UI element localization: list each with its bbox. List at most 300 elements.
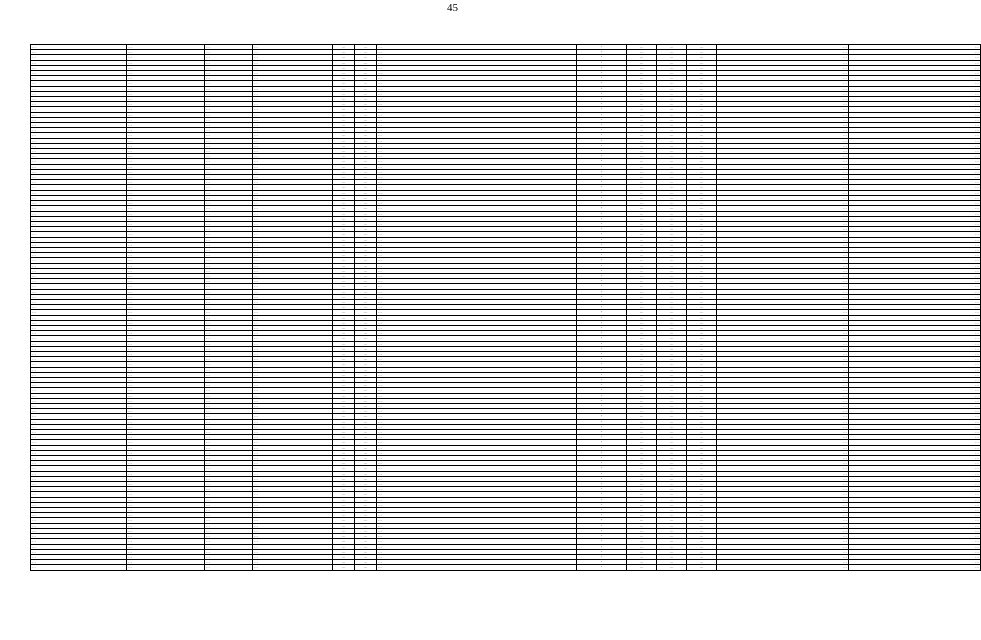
cell-city: … — [205, 388, 253, 393]
cell-settlement: … — [127, 450, 205, 455]
cell-year-start: … — [657, 60, 687, 65]
cell-cost: … — [717, 201, 849, 206]
cell-year-start: … — [657, 97, 687, 102]
cell-street: … — [253, 180, 333, 185]
cell-work: … — [377, 378, 577, 383]
cell-city: … — [205, 315, 253, 320]
cell-cost: … — [717, 305, 849, 310]
cell-dash: - — [577, 76, 627, 81]
cell-settlement: … — [127, 487, 205, 492]
cell-year-end: … — [687, 247, 717, 252]
cell-cost-total: … — [849, 331, 981, 336]
cell-work: … — [377, 549, 577, 554]
cell-cost-total: … — [849, 502, 981, 507]
cell-year-end: … — [687, 320, 717, 325]
cell-work: … — [377, 565, 577, 570]
cell-dash: - — [577, 268, 627, 273]
cell-year-end: … — [687, 190, 717, 195]
cell-dash: - — [577, 294, 627, 299]
cell-dash: - — [577, 65, 627, 70]
cell-cost: … — [717, 216, 849, 221]
cell-settlement: … — [127, 175, 205, 180]
cell-district: … — [31, 154, 127, 159]
cell-work: … — [377, 508, 577, 513]
cell-cost-total: … — [849, 55, 981, 60]
cell-street: … — [253, 320, 333, 325]
cell-house: … — [333, 154, 355, 159]
cell-work: … — [377, 169, 577, 174]
cell-city: … — [205, 508, 253, 513]
cell-district: … — [31, 544, 127, 549]
cell-year-end: … — [687, 65, 717, 70]
cell-year-end: … — [687, 367, 717, 372]
cell-year-built: … — [355, 211, 377, 216]
cell-city: … — [205, 404, 253, 409]
cell-house: … — [333, 117, 355, 122]
cell-work: … — [377, 367, 577, 372]
registry-table — [30, 44, 981, 571]
cell-settlement: … — [127, 497, 205, 502]
cell-house: … — [333, 341, 355, 346]
cell-house: … — [333, 211, 355, 216]
cell-house: … — [333, 383, 355, 388]
cell-district: … — [31, 123, 127, 128]
cell-floors: … — [627, 539, 657, 544]
cell-dash: - — [577, 190, 627, 195]
cell-cost-total: … — [849, 232, 981, 237]
cell-dash: - — [577, 117, 627, 122]
cell-dash: - — [577, 482, 627, 487]
cell-cost: … — [717, 357, 849, 362]
cell-year-start: … — [657, 237, 687, 242]
cell-dash: - — [577, 414, 627, 419]
cell-city: … — [205, 336, 253, 341]
cell-work: … — [377, 331, 577, 336]
cell-year-built: … — [355, 81, 377, 86]
cell-cost-total: … — [849, 508, 981, 513]
cell-year-built: … — [355, 294, 377, 299]
cell-year-end: … — [687, 273, 717, 278]
cell-year-built: … — [355, 76, 377, 81]
cell-work: … — [377, 513, 577, 518]
cell-year-built: … — [355, 164, 377, 169]
cell-floors: … — [627, 424, 657, 429]
cell-cost-total: … — [849, 237, 981, 242]
cell-house: … — [333, 351, 355, 356]
cell-cost: … — [717, 487, 849, 492]
cell-year-start: … — [657, 336, 687, 341]
cell-street: … — [253, 419, 333, 424]
cell-district: … — [31, 482, 127, 487]
cell-cost-total: … — [849, 159, 981, 164]
cell-district: … — [31, 450, 127, 455]
cell-street: … — [253, 357, 333, 362]
cell-work: … — [377, 50, 577, 55]
cell-cost: … — [717, 430, 849, 435]
cell-year-start: … — [657, 331, 687, 336]
cell-floors: … — [627, 440, 657, 445]
cell-year-built: … — [355, 362, 377, 367]
cell-city: … — [205, 523, 253, 528]
cell-city: … — [205, 367, 253, 372]
cell-house: … — [333, 424, 355, 429]
cell-street: … — [253, 65, 333, 70]
cell-city: … — [205, 502, 253, 507]
cell-house: … — [333, 102, 355, 107]
cell-cost: … — [717, 549, 849, 554]
cell-floors: … — [627, 133, 657, 138]
cell-district: … — [31, 310, 127, 315]
cell-house: … — [333, 482, 355, 487]
cell-cost-total: … — [849, 325, 981, 330]
cell-year-end: … — [687, 539, 717, 544]
cell-cost: … — [717, 554, 849, 559]
cell-work: … — [377, 560, 577, 565]
cell-year-built: … — [355, 487, 377, 492]
cell-settlement: … — [127, 185, 205, 190]
cell-settlement: … — [127, 180, 205, 185]
cell-floors: … — [627, 149, 657, 154]
cell-house: … — [333, 461, 355, 466]
cell-year-built: … — [355, 398, 377, 403]
cell-settlement: … — [127, 528, 205, 533]
cell-cost: … — [717, 471, 849, 476]
cell-floors: … — [627, 456, 657, 461]
cell-house: … — [333, 221, 355, 226]
cell-district: … — [31, 268, 127, 273]
cell-city: … — [205, 544, 253, 549]
cell-work: … — [377, 476, 577, 481]
cell-cost: … — [717, 253, 849, 258]
cell-year-built: … — [355, 190, 377, 195]
cell-year-start: … — [657, 513, 687, 518]
cell-street: … — [253, 456, 333, 461]
cell-city: … — [205, 518, 253, 523]
cell-street: … — [253, 445, 333, 450]
cell-street: … — [253, 435, 333, 440]
cell-street: … — [253, 112, 333, 117]
cell-cost-total: … — [849, 497, 981, 502]
cell-house: … — [333, 50, 355, 55]
cell-cost: … — [717, 97, 849, 102]
cell-cost-total: … — [849, 482, 981, 487]
cell-district: … — [31, 180, 127, 185]
cell-dash: - — [577, 372, 627, 377]
cell-cost: … — [717, 518, 849, 523]
cell-work: … — [377, 211, 577, 216]
cell-dash: - — [577, 50, 627, 55]
cell-street: … — [253, 149, 333, 154]
cell-house: … — [333, 195, 355, 200]
cell-floors: … — [627, 164, 657, 169]
cell-year-end: … — [687, 508, 717, 513]
cell-floors: … — [627, 65, 657, 70]
cell-dash: - — [577, 424, 627, 429]
cell-house: … — [333, 175, 355, 180]
cell-district: … — [31, 76, 127, 81]
cell-cost: … — [717, 128, 849, 133]
cell-house: … — [333, 185, 355, 190]
cell-year-built: … — [355, 367, 377, 372]
cell-work: … — [377, 450, 577, 455]
cell-cost: … — [717, 232, 849, 237]
cell-cost: … — [717, 388, 849, 393]
cell-city: … — [205, 268, 253, 273]
cell-street: … — [253, 159, 333, 164]
cell-street: … — [253, 273, 333, 278]
cell-cost: … — [717, 81, 849, 86]
cell-city: … — [205, 299, 253, 304]
cell-work: … — [377, 325, 577, 330]
cell-house: … — [333, 294, 355, 299]
cell-cost-total: … — [849, 112, 981, 117]
cell-cost: … — [717, 528, 849, 533]
cell-district: … — [31, 372, 127, 377]
cell-dash: - — [577, 351, 627, 356]
cell-district: … — [31, 351, 127, 356]
cell-settlement: … — [127, 133, 205, 138]
cell-district: … — [31, 414, 127, 419]
cell-house: … — [333, 164, 355, 169]
cell-street: … — [253, 185, 333, 190]
cell-street: … — [253, 430, 333, 435]
cell-work: … — [377, 107, 577, 112]
cell-work: … — [377, 430, 577, 435]
cell-city: … — [205, 123, 253, 128]
cell-street: … — [253, 466, 333, 471]
cell-floors: … — [627, 357, 657, 362]
cell-cost: … — [717, 195, 849, 200]
cell-year-built: … — [355, 242, 377, 247]
cell-year-start: … — [657, 414, 687, 419]
cell-settlement: … — [127, 112, 205, 117]
cell-cost: … — [717, 112, 849, 117]
cell-work: … — [377, 237, 577, 242]
cell-street: … — [253, 367, 333, 372]
cell-house: … — [333, 91, 355, 96]
cell-cost: … — [717, 55, 849, 60]
cell-year-end: … — [687, 149, 717, 154]
cell-dash: - — [577, 544, 627, 549]
cell-year-built: … — [355, 419, 377, 424]
cell-district: … — [31, 107, 127, 112]
cell-cost: … — [717, 138, 849, 143]
cell-year-built: … — [355, 539, 377, 544]
cell-work: … — [377, 65, 577, 70]
cell-cost: … — [717, 534, 849, 539]
cell-street: … — [253, 398, 333, 403]
cell-house: … — [333, 414, 355, 419]
cell-year-built: … — [355, 424, 377, 429]
cell-work: … — [377, 128, 577, 133]
cell-city: … — [205, 357, 253, 362]
cell-city: … — [205, 81, 253, 86]
cell-cost: … — [717, 315, 849, 320]
cell-dash: - — [577, 430, 627, 435]
cell-year-start: … — [657, 315, 687, 320]
cell-street: … — [253, 523, 333, 528]
cell-year-built: … — [355, 71, 377, 76]
cell-city: … — [205, 138, 253, 143]
cell-year-start: … — [657, 71, 687, 76]
cell-district: … — [31, 221, 127, 226]
cell-cost: … — [717, 91, 849, 96]
cell-floors: … — [627, 430, 657, 435]
cell-year-end: … — [687, 487, 717, 492]
cell-city: … — [205, 71, 253, 76]
cell-year-start: … — [657, 123, 687, 128]
cell-cost: … — [717, 409, 849, 414]
cell-city: … — [205, 65, 253, 70]
cell-house: … — [333, 372, 355, 377]
cell-district: … — [31, 325, 127, 330]
cell-floors: … — [627, 310, 657, 315]
cell-year-start: … — [657, 518, 687, 523]
cell-year-built: … — [355, 289, 377, 294]
cell-district: … — [31, 185, 127, 190]
cell-year-end: … — [687, 336, 717, 341]
cell-year-start: … — [657, 534, 687, 539]
cell-cost: … — [717, 346, 849, 351]
cell-dash: - — [577, 201, 627, 206]
cell-floors: … — [627, 107, 657, 112]
cell-work: … — [377, 310, 577, 315]
cell-year-end: … — [687, 476, 717, 481]
cell-cost-total: … — [849, 221, 981, 226]
cell-district: … — [31, 404, 127, 409]
cell-settlement: … — [127, 273, 205, 278]
cell-year-built: … — [355, 55, 377, 60]
cell-floors: … — [627, 445, 657, 450]
cell-year-built: … — [355, 258, 377, 263]
cell-year-built: … — [355, 409, 377, 414]
cell-dash: - — [577, 398, 627, 403]
cell-district: … — [31, 336, 127, 341]
cell-floors: … — [627, 123, 657, 128]
cell-year-built: … — [355, 97, 377, 102]
cell-floors: … — [627, 60, 657, 65]
cell-settlement: … — [127, 549, 205, 554]
cell-work: … — [377, 175, 577, 180]
cell-street: … — [253, 50, 333, 55]
cell-settlement: … — [127, 60, 205, 65]
cell-work: … — [377, 247, 577, 252]
cell-floors: … — [627, 320, 657, 325]
cell-dash: - — [577, 247, 627, 252]
cell-city: … — [205, 76, 253, 81]
cell-year-end: … — [687, 435, 717, 440]
cell-dash: - — [577, 279, 627, 284]
cell-dash: - — [577, 263, 627, 268]
cell-street: … — [253, 107, 333, 112]
cell-district: … — [31, 65, 127, 70]
cell-floors: … — [627, 435, 657, 440]
cell-city: … — [205, 440, 253, 445]
cell-district: … — [31, 378, 127, 383]
cell-work: … — [377, 258, 577, 263]
cell-year-built: … — [355, 128, 377, 133]
cell-city: … — [205, 378, 253, 383]
cell-street: … — [253, 315, 333, 320]
cell-year-end: … — [687, 378, 717, 383]
cell-district: … — [31, 284, 127, 289]
cell-work: … — [377, 466, 577, 471]
cell-house: … — [333, 476, 355, 481]
cell-cost-total: … — [849, 404, 981, 409]
cell-year-built: … — [355, 450, 377, 455]
cell-settlement: … — [127, 523, 205, 528]
cell-year-start: … — [657, 549, 687, 554]
cell-work: … — [377, 133, 577, 138]
cell-year-built: … — [355, 237, 377, 242]
cell-dash: - — [577, 320, 627, 325]
cell-cost-total: … — [849, 299, 981, 304]
cell-dash: - — [577, 440, 627, 445]
cell-cost-total: … — [849, 487, 981, 492]
cell-cost: … — [717, 393, 849, 398]
cell-work: … — [377, 76, 577, 81]
cell-dash: - — [577, 341, 627, 346]
cell-settlement: … — [127, 138, 205, 143]
cell-year-start: … — [657, 273, 687, 278]
cell-city: … — [205, 154, 253, 159]
cell-street: … — [253, 378, 333, 383]
cell-year-built: … — [355, 159, 377, 164]
cell-year-built: … — [355, 331, 377, 336]
cell-district: … — [31, 539, 127, 544]
cell-year-end: … — [687, 159, 717, 164]
cell-year-end: … — [687, 398, 717, 403]
cell-year-end: … — [687, 518, 717, 523]
cell-city: … — [205, 60, 253, 65]
cell-year-built: … — [355, 508, 377, 513]
cell-street: … — [253, 534, 333, 539]
cell-street: … — [253, 565, 333, 570]
cell-district: … — [31, 487, 127, 492]
cell-city: … — [205, 237, 253, 242]
cell-year-end: … — [687, 180, 717, 185]
cell-city: … — [205, 383, 253, 388]
cell-floors: … — [627, 169, 657, 174]
cell-floors: … — [627, 341, 657, 346]
cell-settlement: … — [127, 227, 205, 232]
cell-city: … — [205, 221, 253, 226]
cell-year-end: … — [687, 76, 717, 81]
cell-floors: … — [627, 414, 657, 419]
cell-district: … — [31, 169, 127, 174]
cell-work: … — [377, 398, 577, 403]
cell-house: … — [333, 565, 355, 570]
cell-street: … — [253, 279, 333, 284]
cell-year-end: … — [687, 315, 717, 320]
cell-work: … — [377, 315, 577, 320]
cell-year-start: … — [657, 45, 687, 50]
cell-house: … — [333, 310, 355, 315]
cell-year-built: … — [355, 528, 377, 533]
cell-cost-total: … — [849, 461, 981, 466]
cell-year-built: … — [355, 201, 377, 206]
cell-year-start: … — [657, 383, 687, 388]
cell-work: … — [377, 482, 577, 487]
cell-cost-total: … — [849, 154, 981, 159]
cell-cost-total: … — [849, 414, 981, 419]
cell-settlement: … — [127, 357, 205, 362]
cell-district: … — [31, 513, 127, 518]
cell-year-end: … — [687, 482, 717, 487]
cell-settlement: … — [127, 81, 205, 86]
cell-house: … — [333, 450, 355, 455]
cell-street: … — [253, 201, 333, 206]
